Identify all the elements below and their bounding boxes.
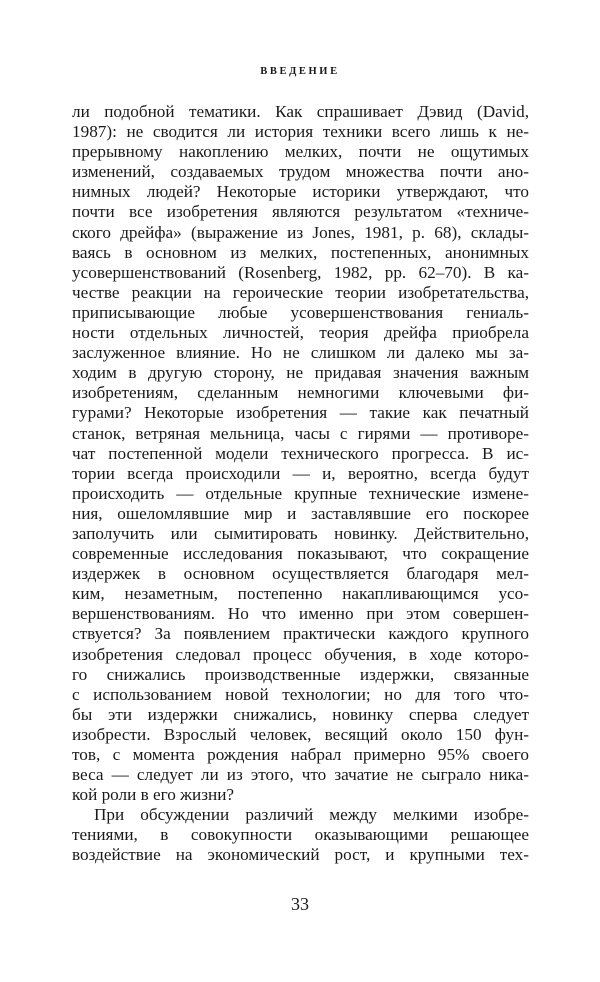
text-line: современные исследования показывают, что сокращение <box>72 544 529 564</box>
text-line: ким, незаметным, постепенно накапливающимся усо- <box>72 584 529 604</box>
text-line: издержек в основном осуществляется благодаря мел- <box>72 564 529 584</box>
text-line: почти все изобретения являются результатом «техниче- <box>72 202 529 222</box>
text-line: ствуется? За появлением практически каждого крупного <box>72 624 529 644</box>
text-line: с использованием новой технологии; но для того что- <box>72 684 529 704</box>
text-line: нимных людей? Некоторые историки утверждают, что <box>72 182 529 202</box>
text-line: гурами? Некоторые изобретения — такие как печатный <box>72 403 529 423</box>
text-line: заполучить или сымитировать новинку. Действительно, <box>72 523 529 543</box>
text-line: происходить — отдельные крупные технические измене- <box>72 483 529 503</box>
text-line: ли подобной тематики. Как спрашивает Дэвид (David, <box>72 102 529 121</box>
text-line: ности отдельных личностей, теория дрейфа приобрела <box>72 323 529 343</box>
text-line: изменений, создаваемых трудом множества почти ано- <box>72 162 529 182</box>
text-line: ния, ошеломлявшие мир и заставлявшие его поскорее <box>72 503 529 523</box>
text-line: вершенствованиям. Но что именно при этом совершен- <box>72 604 529 624</box>
text-line: приписывающие любые усовершенствования гениаль- <box>72 302 529 322</box>
text-line: станок, ветряная мельница, часы с гирями — противоре- <box>72 423 529 443</box>
text-line: тории всегда происходили — и, вероятно, всегда будут <box>72 463 529 483</box>
text-line: ходим в другую сторону, не придавая значения важным <box>72 363 529 383</box>
text-line: изобретениям, сделанным немногими ключевыми фи- <box>72 383 529 403</box>
text-line: веса — следует ли из этого, что зачатие не сыграло ника- <box>72 765 529 785</box>
text-line: тов, с момента рождения набрал примерно 95% своего <box>72 745 529 764</box>
text-line: кой роли в его жизни? <box>72 785 235 805</box>
running-header: ВВЕДЕНИЕ <box>260 66 340 77</box>
text-line: бы эти издержки снижались, новинку сперва следует <box>72 704 529 724</box>
page-number: 33 <box>291 894 309 914</box>
text-line: При обсуждении различий между мелкими изобре- <box>94 805 529 825</box>
text-line: изобретения следовал процесс обучения, в ходе которо- <box>72 644 529 664</box>
text-line: заслуженное влияние. Но не слишком ли далеко мы за- <box>72 343 529 363</box>
text-line: 1987): не сводится ли история техники всего лишь к не- <box>72 122 529 142</box>
text-line: усовершенствований (Rosenberg, 1982, pp. 62–70). В ка- <box>72 262 529 282</box>
text-line: ского дрейфа» (выражение из Jones, 1981, p. 68), склады- <box>72 222 529 242</box>
text-line: го снижались производственные издержки, связанные <box>72 664 529 684</box>
text-line: воздействие на экономический рост, и крупными тех- <box>72 845 529 865</box>
text-line: ваясь в основном из мелких, постепенных, анонимных <box>72 242 529 262</box>
text-line: чат постепенной модели технического прогресса. В ис- <box>72 443 529 463</box>
text-line: тениями, в совокупности оказывающими решающее <box>72 825 529 845</box>
body-text <box>72 102 529 866</box>
text-line: прерывному накоплению мелких, почти не ощутимых <box>72 142 529 162</box>
text-line: изобрести. Взрослый человек, весящий около 150 фун- <box>72 724 529 744</box>
text-line: честве реакции на героические теории изобретательства, <box>72 282 529 302</box>
